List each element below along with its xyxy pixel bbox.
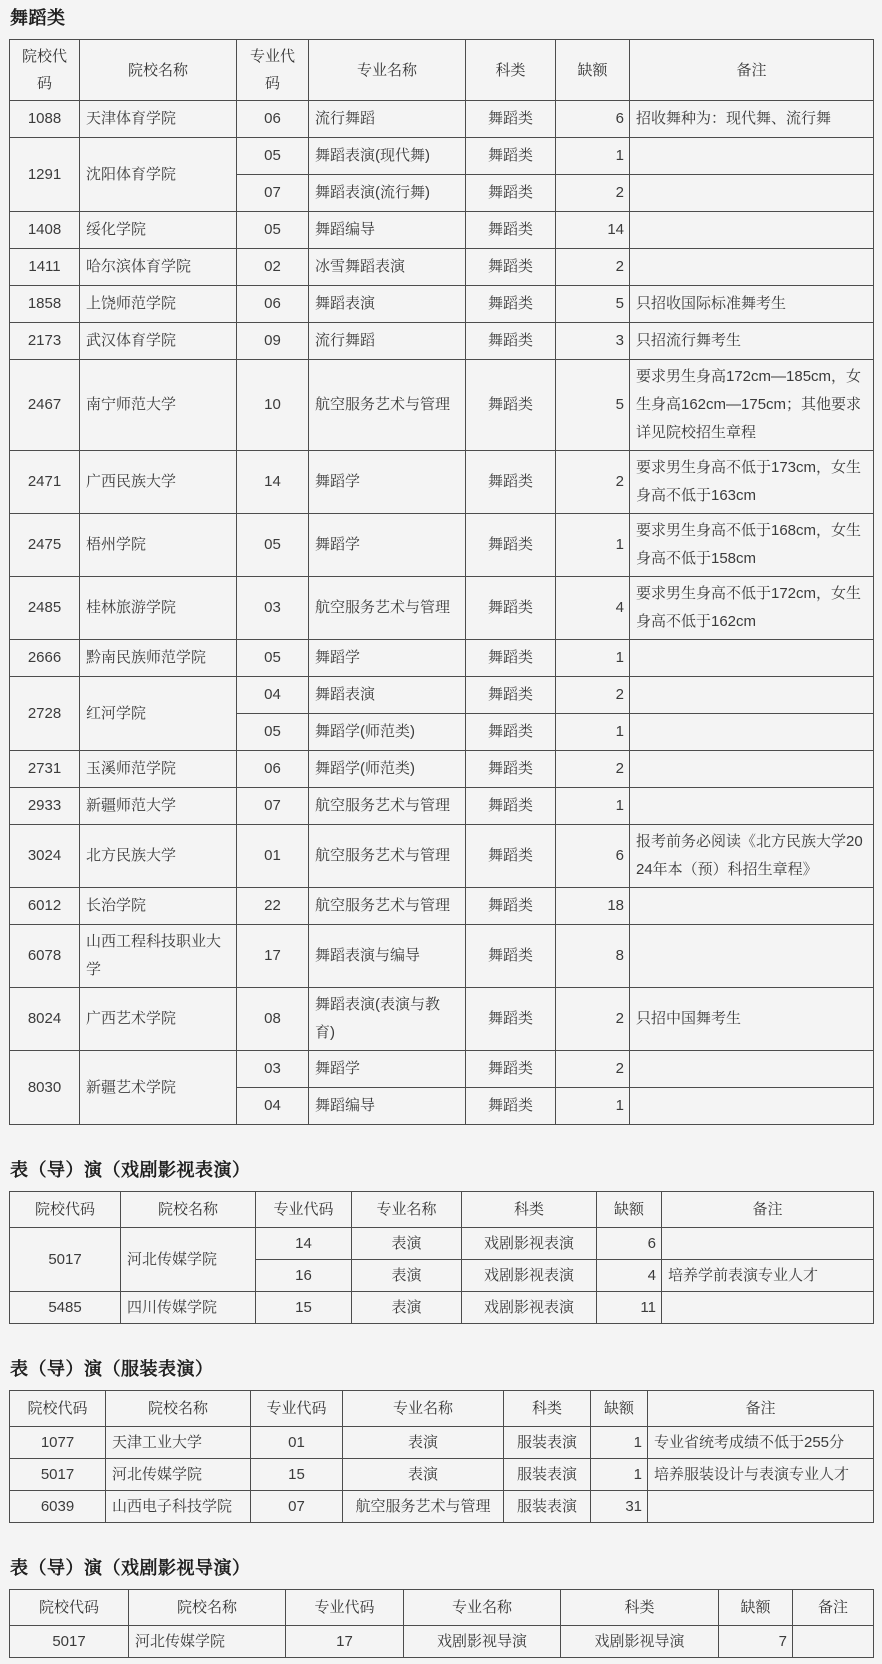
cell-vacancy: 2 <box>556 249 630 286</box>
cell-vacancy: 5 <box>556 360 630 451</box>
cell-remark <box>630 175 874 212</box>
cell-vacancy: 2 <box>556 451 630 514</box>
cell-vacancy: 1 <box>556 714 630 751</box>
cell-major-name: 表演 <box>352 1260 462 1292</box>
cell-category: 舞蹈类 <box>466 323 556 360</box>
cell-remark: 专业省统考成绩不低于255分 <box>648 1427 874 1459</box>
table-row <box>10 925 874 988</box>
table-row <box>10 577 874 640</box>
header-cell: 科类 <box>462 1192 597 1228</box>
cell-vacancy: 6 <box>556 825 630 888</box>
cell-school-code: 2731 <box>10 751 80 788</box>
cell-school-code: 2933 <box>10 788 80 825</box>
cell-vacancy: 14 <box>556 212 630 249</box>
cell-major-code: 06 <box>237 751 309 788</box>
table-row <box>10 788 874 825</box>
table-row <box>10 751 874 788</box>
cell-major-code: 04 <box>237 1088 309 1125</box>
cell-remark: 招收舞种为：现代舞、流行舞 <box>630 101 874 138</box>
cell-vacancy: 2 <box>556 677 630 714</box>
cell-remark: 报考前务必阅读《北方民族大学2024年本（预）科招生章程》 <box>630 825 874 888</box>
table-row <box>10 1292 874 1324</box>
header-cell: 备注 <box>662 1192 874 1228</box>
cell-school-name: 山西电子科技学院 <box>106 1491 251 1523</box>
cell-school-code: 1291 <box>10 138 80 212</box>
table-row <box>10 825 874 888</box>
cell-major-name: 舞蹈表演(表演与教育) <box>309 988 466 1051</box>
cell-school-name: 绥化学院 <box>80 212 237 249</box>
cell-major-code: 03 <box>237 577 309 640</box>
cell-school-name: 武汉体育学院 <box>80 323 237 360</box>
cell-major-code: 05 <box>237 138 309 175</box>
cell-vacancy: 1 <box>591 1427 648 1459</box>
cell-major-code: 01 <box>251 1427 343 1459</box>
table-row <box>10 1626 874 1658</box>
header-cell: 科类 <box>561 1590 719 1626</box>
table-row <box>10 1459 874 1491</box>
header-row <box>10 1590 874 1626</box>
cell-category: 舞蹈类 <box>466 451 556 514</box>
cell-remark <box>630 751 874 788</box>
cell-major-code: 16 <box>256 1260 352 1292</box>
table-row <box>10 1051 874 1088</box>
cell-category: 舞蹈类 <box>466 286 556 323</box>
cell-vacancy: 2 <box>556 1051 630 1088</box>
cell-school-name: 南宁师范大学 <box>80 360 237 451</box>
cell-major-name: 戏剧影视导演 <box>404 1626 561 1658</box>
cell-category: 戏剧影视导演 <box>561 1626 719 1658</box>
cell-major-name: 舞蹈表演(现代舞) <box>309 138 466 175</box>
cell-category: 舞蹈类 <box>466 888 556 925</box>
cell-school-code: 2173 <box>10 323 80 360</box>
header-cell: 院校代码 <box>10 1391 106 1427</box>
cell-category: 舞蹈类 <box>466 101 556 138</box>
cell-remark <box>630 1051 874 1088</box>
cell-major-code: 22 <box>237 888 309 925</box>
cell-school-name: 北方民族大学 <box>80 825 237 888</box>
cell-major-code: 02 <box>237 249 309 286</box>
cell-vacancy: 18 <box>556 888 630 925</box>
cell-remark: 培养学前表演专业人才 <box>662 1260 874 1292</box>
cell-school-code: 5017 <box>10 1228 121 1292</box>
header-cell: 院校名称 <box>80 40 237 101</box>
cell-remark <box>648 1491 874 1523</box>
cell-remark: 培养服装设计与表演专业人才 <box>648 1459 874 1491</box>
cell-remark: 只招中国舞考生 <box>630 988 874 1051</box>
cell-vacancy: 8 <box>556 925 630 988</box>
cell-school-name: 广西民族大学 <box>80 451 237 514</box>
schedule-table <box>9 39 874 1125</box>
cell-school-code: 2485 <box>10 577 80 640</box>
cell-major-name: 冰雪舞蹈表演 <box>309 249 466 286</box>
cell-remark <box>662 1292 874 1324</box>
cell-major-name: 流行舞蹈 <box>309 323 466 360</box>
cell-remark: 要求男生身高不低于168cm，女生身高不低于158cm <box>630 514 874 577</box>
cell-category: 舞蹈类 <box>466 577 556 640</box>
cell-vacancy: 7 <box>719 1626 793 1658</box>
cell-vacancy: 31 <box>591 1491 648 1523</box>
cell-major-code: 03 <box>237 1051 309 1088</box>
cell-vacancy: 1 <box>556 138 630 175</box>
header-cell: 专业名称 <box>352 1192 462 1228</box>
table-row <box>10 249 874 286</box>
cell-vacancy: 1 <box>556 788 630 825</box>
cell-category: 舞蹈类 <box>466 212 556 249</box>
cell-major-name: 航空服务艺术与管理 <box>309 825 466 888</box>
cell-major-code: 05 <box>237 714 309 751</box>
cell-school-code: 1411 <box>10 249 80 286</box>
cell-major-code: 14 <box>237 451 309 514</box>
cell-vacancy: 1 <box>556 1088 630 1125</box>
cell-major-code: 05 <box>237 514 309 577</box>
section <box>9 1557 873 1658</box>
cell-major-name: 舞蹈表演 <box>309 286 466 323</box>
cell-category: 舞蹈类 <box>466 825 556 888</box>
cell-vacancy: 1 <box>556 640 630 677</box>
cell-major-code: 06 <box>237 286 309 323</box>
cell-vacancy: 4 <box>597 1260 662 1292</box>
cell-major-code: 01 <box>237 825 309 888</box>
cell-school-code: 2475 <box>10 514 80 577</box>
table-row <box>10 1427 874 1459</box>
cell-school-name: 红河学院 <box>80 677 237 751</box>
cell-school-code: 5485 <box>10 1292 121 1324</box>
cell-major-name: 舞蹈学 <box>309 640 466 677</box>
cell-remark <box>630 677 874 714</box>
cell-school-code: 8024 <box>10 988 80 1051</box>
cell-major-code: 07 <box>237 175 309 212</box>
cell-major-name: 航空服务艺术与管理 <box>309 360 466 451</box>
cell-category: 舞蹈类 <box>466 1051 556 1088</box>
cell-major-code: 05 <box>237 212 309 249</box>
cell-remark <box>630 888 874 925</box>
cell-school-code: 6039 <box>10 1491 106 1523</box>
cell-major-code: 10 <box>237 360 309 451</box>
cell-vacancy: 2 <box>556 751 630 788</box>
cell-school-name: 桂林旅游学院 <box>80 577 237 640</box>
cell-category: 舞蹈类 <box>466 514 556 577</box>
section-title: 表（导）演（戏剧影视表演） <box>10 1160 251 1180</box>
table-row <box>10 286 874 323</box>
table-row <box>10 888 874 925</box>
cell-category: 舞蹈类 <box>466 138 556 175</box>
cell-category: 舞蹈类 <box>466 640 556 677</box>
cell-vacancy: 6 <box>556 101 630 138</box>
cell-vacancy: 1 <box>556 514 630 577</box>
cell-vacancy: 5 <box>556 286 630 323</box>
cell-major-name: 航空服务艺术与管理 <box>309 577 466 640</box>
header-cell: 院校代码 <box>10 1192 121 1228</box>
schedule-table <box>9 1390 874 1523</box>
cell-remark <box>662 1228 874 1260</box>
header-cell: 缺额 <box>597 1192 662 1228</box>
cell-school-name: 沈阳体育学院 <box>80 138 237 212</box>
cell-major-name: 表演 <box>343 1427 504 1459</box>
cell-school-code: 2467 <box>10 360 80 451</box>
cell-major-name: 表演 <box>343 1459 504 1491</box>
cell-school-name: 梧州学院 <box>80 514 237 577</box>
cell-major-code: 15 <box>251 1459 343 1491</box>
header-cell: 专业代码 <box>237 40 309 101</box>
table-row <box>10 101 874 138</box>
cell-major-name: 航空服务艺术与管理 <box>309 888 466 925</box>
table-row <box>10 451 874 514</box>
header-cell: 缺额 <box>556 40 630 101</box>
cell-school-name: 山西工程科技职业大学 <box>80 925 237 988</box>
cell-remark <box>630 925 874 988</box>
cell-major-code: 07 <box>237 788 309 825</box>
header-cell: 专业代码 <box>251 1391 343 1427</box>
table-row <box>10 323 874 360</box>
cell-major-code: 15 <box>256 1292 352 1324</box>
cell-remark: 要求男生身高不低于172cm，女生身高不低于162cm <box>630 577 874 640</box>
cell-major-name: 流行舞蹈 <box>309 101 466 138</box>
cell-category: 舞蹈类 <box>466 714 556 751</box>
table-row <box>10 212 874 249</box>
cell-school-code: 1408 <box>10 212 80 249</box>
cell-school-code: 2471 <box>10 451 80 514</box>
table-row <box>10 138 874 175</box>
cell-school-code: 6012 <box>10 888 80 925</box>
header-cell: 备注 <box>648 1391 874 1427</box>
cell-school-code: 5017 <box>10 1459 106 1491</box>
cell-major-name: 舞蹈表演与编导 <box>309 925 466 988</box>
cell-school-name: 四川传媒学院 <box>121 1292 256 1324</box>
header-row <box>10 1192 874 1228</box>
cell-category: 服装表演 <box>504 1459 591 1491</box>
cell-category: 戏剧影视表演 <box>462 1228 597 1260</box>
header-cell: 缺额 <box>591 1391 648 1427</box>
cell-school-name: 天津体育学院 <box>80 101 237 138</box>
header-cell: 科类 <box>466 40 556 101</box>
cell-school-code: 2666 <box>10 640 80 677</box>
cell-school-name: 长治学院 <box>80 888 237 925</box>
header-cell: 院校名称 <box>106 1391 251 1427</box>
cell-major-name: 舞蹈表演(流行舞) <box>309 175 466 212</box>
cell-major-name: 舞蹈表演 <box>309 677 466 714</box>
cell-school-code: 2728 <box>10 677 80 751</box>
section-title: 舞蹈类 <box>10 8 66 28</box>
header-cell: 院校代码 <box>10 40 80 101</box>
cell-major-name: 舞蹈学 <box>309 1051 466 1088</box>
cell-school-code: 8030 <box>10 1051 80 1125</box>
cell-vacancy: 2 <box>556 988 630 1051</box>
section-title: 表（导）演（戏剧影视导演） <box>10 1558 251 1578</box>
cell-category: 舞蹈类 <box>466 677 556 714</box>
cell-school-name: 天津工业大学 <box>106 1427 251 1459</box>
cell-remark <box>630 788 874 825</box>
cell-category: 舞蹈类 <box>466 988 556 1051</box>
cell-remark: 只招收国际标准舞考生 <box>630 286 874 323</box>
cell-major-code: 17 <box>237 925 309 988</box>
cell-vacancy: 11 <box>597 1292 662 1324</box>
cell-school-name: 哈尔滨体育学院 <box>80 249 237 286</box>
cell-major-name: 舞蹈学(师范类) <box>309 714 466 751</box>
cell-school-name: 广西艺术学院 <box>80 988 237 1051</box>
cell-remark <box>630 212 874 249</box>
cell-major-code: 04 <box>237 677 309 714</box>
header-cell: 院校名称 <box>121 1192 256 1228</box>
table-row <box>10 1491 874 1523</box>
header-cell: 专业名称 <box>404 1590 561 1626</box>
schedule-table <box>9 1589 874 1658</box>
cell-remark <box>630 640 874 677</box>
cell-remark: 要求男生身高172cm—185cm，女生身高162cm—175cm；其他要求详见院校招生章程 <box>630 360 874 451</box>
cell-category: 舞蹈类 <box>466 751 556 788</box>
cell-school-name: 河北传媒学院 <box>121 1228 256 1292</box>
header-cell: 专业名称 <box>309 40 466 101</box>
cell-remark: 要求男生身高不低于173cm，女生身高不低于163cm <box>630 451 874 514</box>
header-cell: 专业代码 <box>256 1192 352 1228</box>
cell-category: 戏剧影视表演 <box>462 1260 597 1292</box>
header-cell: 备注 <box>793 1590 874 1626</box>
cell-category: 舞蹈类 <box>466 925 556 988</box>
cell-category: 服装表演 <box>504 1427 591 1459</box>
section-title: 表（导）演（服装表演） <box>10 1359 214 1379</box>
cell-vacancy: 3 <box>556 323 630 360</box>
cell-vacancy: 6 <box>597 1228 662 1260</box>
cell-category: 舞蹈类 <box>466 788 556 825</box>
cell-major-code: 09 <box>237 323 309 360</box>
cell-category: 舞蹈类 <box>466 249 556 286</box>
header-cell: 院校代码 <box>10 1590 129 1626</box>
table-row <box>10 514 874 577</box>
header-cell: 备注 <box>630 40 874 101</box>
cell-category: 服装表演 <box>504 1491 591 1523</box>
schedule-table <box>9 1191 874 1324</box>
section <box>9 1159 873 1324</box>
cell-school-code: 5017 <box>10 1626 129 1658</box>
section <box>9 7 873 1125</box>
table-row <box>10 640 874 677</box>
header-row <box>10 40 874 101</box>
cell-major-name: 舞蹈编导 <box>309 212 466 249</box>
cell-school-code: 6078 <box>10 925 80 988</box>
cell-major-code: 07 <box>251 1491 343 1523</box>
cell-major-name: 舞蹈学(师范类) <box>309 751 466 788</box>
cell-major-code: 17 <box>286 1626 404 1658</box>
cell-school-code: 1077 <box>10 1427 106 1459</box>
header-cell: 院校名称 <box>129 1590 286 1626</box>
cell-remark <box>630 249 874 286</box>
cell-major-name: 航空服务艺术与管理 <box>343 1491 504 1523</box>
cell-remark <box>630 138 874 175</box>
cell-category: 舞蹈类 <box>466 360 556 451</box>
cell-major-name: 航空服务艺术与管理 <box>309 788 466 825</box>
header-cell: 专业名称 <box>343 1391 504 1427</box>
cell-remark <box>793 1626 874 1658</box>
cell-major-code: 08 <box>237 988 309 1051</box>
header-cell: 专业代码 <box>286 1590 404 1626</box>
cell-school-name: 新疆艺术学院 <box>80 1051 237 1125</box>
table-row <box>10 677 874 714</box>
cell-school-code: 1088 <box>10 101 80 138</box>
cell-vacancy: 4 <box>556 577 630 640</box>
cell-vacancy: 2 <box>556 175 630 212</box>
cell-category: 舞蹈类 <box>466 175 556 212</box>
section <box>9 1358 873 1523</box>
header-row <box>10 1391 874 1427</box>
cell-school-name: 河北传媒学院 <box>129 1626 286 1658</box>
header-cell: 科类 <box>504 1391 591 1427</box>
cell-remark: 只招流行舞考生 <box>630 323 874 360</box>
cell-major-name: 舞蹈学 <box>309 451 466 514</box>
cell-major-name: 舞蹈编导 <box>309 1088 466 1125</box>
cell-school-name: 玉溪师范学院 <box>80 751 237 788</box>
cell-school-name: 河北传媒学院 <box>106 1459 251 1491</box>
table-row <box>10 988 874 1051</box>
cell-school-code: 3024 <box>10 825 80 888</box>
table-row <box>10 360 874 451</box>
cell-category: 舞蹈类 <box>466 1088 556 1125</box>
cell-vacancy: 1 <box>591 1459 648 1491</box>
cell-major-name: 表演 <box>352 1292 462 1324</box>
cell-remark <box>630 714 874 751</box>
cell-category: 戏剧影视表演 <box>462 1292 597 1324</box>
cell-major-code: 14 <box>256 1228 352 1260</box>
table-row <box>10 1228 874 1260</box>
cell-major-name: 舞蹈学 <box>309 514 466 577</box>
cell-remark <box>630 1088 874 1125</box>
cell-major-name: 表演 <box>352 1228 462 1260</box>
cell-school-code: 1858 <box>10 286 80 323</box>
cell-school-name: 上饶师范学院 <box>80 286 237 323</box>
cell-major-code: 05 <box>237 640 309 677</box>
cell-school-name: 黔南民族师范学院 <box>80 640 237 677</box>
header-cell: 缺额 <box>719 1590 793 1626</box>
cell-school-name: 新疆师范大学 <box>80 788 237 825</box>
cell-major-code: 06 <box>237 101 309 138</box>
